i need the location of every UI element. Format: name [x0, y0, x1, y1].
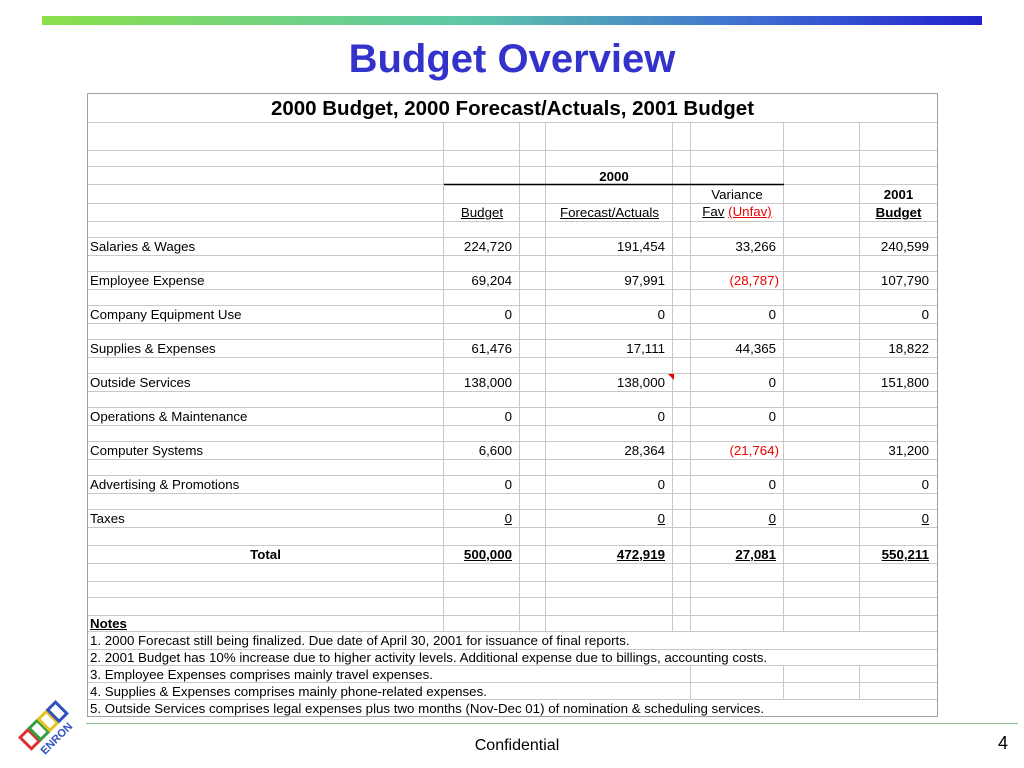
cell-budget-2001 — [860, 510, 929, 527]
cell-forecast: 138,000 — [616, 375, 665, 390]
total-budget-2001: 550,211 — [881, 547, 929, 562]
cell-forecast — [546, 510, 665, 527]
col-header-budget-2001: Budget — [875, 205, 922, 220]
row-label: Outside Services — [90, 375, 191, 390]
cell-value: 0 — [657, 511, 665, 526]
fav-label: Fav — [702, 204, 725, 219]
cell-budget-2001: 31,200 — [888, 443, 929, 458]
cell-forecast: 17,111 — [626, 341, 665, 356]
spreadsheet-gridlines — [88, 94, 937, 716]
row-label: Taxes — [90, 511, 125, 526]
cell-budget-2001: 0 — [921, 307, 929, 322]
cell-budget: 0 — [504, 409, 512, 424]
cell-value: 0 — [504, 511, 512, 526]
row-label: Advertising & Promotions — [90, 477, 240, 492]
cell-variance-negative: (21,764) — [729, 443, 779, 458]
group-header-2000: 2000 — [599, 169, 629, 184]
cell-forecast: 97,991 — [624, 273, 665, 288]
total-variance: 27,081 — [735, 547, 776, 562]
top-accent-bar — [42, 16, 982, 25]
cell-budget-2001: 0 — [921, 477, 929, 492]
cell-budget: 69,204 — [471, 273, 512, 288]
row-label: Supplies & Expenses — [90, 341, 216, 356]
footer-label: Confidential — [474, 737, 560, 754]
cell-variance: 0 — [768, 477, 776, 492]
note-item: 1. 2000 Forecast still being finalized. Due date of April 30, 2001 for issuance of final reports. — [90, 633, 630, 648]
cell-variance-negative: (28,787) — [729, 273, 779, 288]
cell-budget: 0 — [504, 307, 512, 322]
cell-forecast: 0 — [657, 307, 665, 322]
cell-budget: 0 — [504, 477, 512, 492]
cell-forecast: 191,454 — [616, 239, 665, 254]
header-2001: 2001 — [883, 187, 914, 202]
row-label: Company Equipment Use — [90, 307, 242, 322]
row-label: Computer Systems — [90, 443, 204, 458]
enron-logo-text: ENRON — [38, 720, 76, 758]
total-budget: 500,000 — [463, 547, 512, 562]
cell-budget-2001: 107,790 — [880, 273, 929, 288]
total-label: Total — [250, 547, 281, 562]
page-number: 4 — [997, 733, 1008, 753]
slide-title: Budget Overview — [348, 37, 676, 81]
note-item: 4. Supplies & Expenses comprises mainly phone-related expenses. — [90, 684, 487, 699]
col-header-budget: Budget — [460, 205, 504, 220]
cell-variance: 0 — [768, 375, 776, 390]
cell-budget-2001: 18,822 — [888, 341, 929, 356]
cell-variance — [691, 510, 776, 527]
cell-forecast: 0 — [657, 409, 665, 424]
budget-spreadsheet — [87, 93, 938, 717]
cell-variance: 33,266 — [735, 239, 776, 254]
col-header-forecast: Forecast/Actuals — [559, 205, 660, 220]
cell-budget — [444, 510, 512, 527]
row-label: Employee Expense — [90, 273, 205, 288]
row-label: Operations & Maintenance — [90, 409, 248, 424]
cell-forecast: 28,364 — [624, 443, 665, 458]
cell-forecast: 0 — [657, 477, 665, 492]
col-header-variance — [691, 203, 783, 220]
footer-divider — [86, 723, 1018, 724]
cell-variance: 0 — [768, 409, 776, 424]
cell-budget-2001: 151,800 — [880, 375, 929, 390]
cell-budget: 138,000 — [463, 375, 512, 390]
note-item: 5. Outside Services comprises legal expenses plus two months (Nov-Dec 01) of nomination & scheduling services. — [90, 701, 765, 716]
total-forecast: 472,919 — [616, 547, 665, 562]
note-item: 2. 2001 Budget has 10% increase due to higher activity levels. Additional expense due to billings, accounting costs. — [90, 650, 768, 665]
cell-budget: 61,476 — [471, 341, 512, 356]
sheet-title: 2000 Budget, 2000 Forecast/Actuals, 2001 Budget — [270, 97, 755, 120]
cell-budget: 224,720 — [463, 239, 512, 254]
cell-variance: 44,365 — [735, 341, 776, 356]
unfav-label: (Unfav) — [728, 204, 772, 219]
row-label: Salaries & Wages — [90, 239, 196, 254]
note-item: 3. Employee Expenses comprises mainly travel expenses. — [90, 667, 433, 682]
cell-value: 0 — [768, 511, 776, 526]
cell-budget: 6,600 — [478, 443, 512, 458]
cell-budget-2001: 240,599 — [880, 239, 929, 254]
cell-value: 0 — [921, 511, 929, 526]
cell-variance: 0 — [768, 307, 776, 322]
comment-indicator-icon[interactable] — [668, 374, 674, 380]
notes-heading: Notes — [90, 616, 127, 631]
variance-header: Variance — [711, 187, 763, 202]
